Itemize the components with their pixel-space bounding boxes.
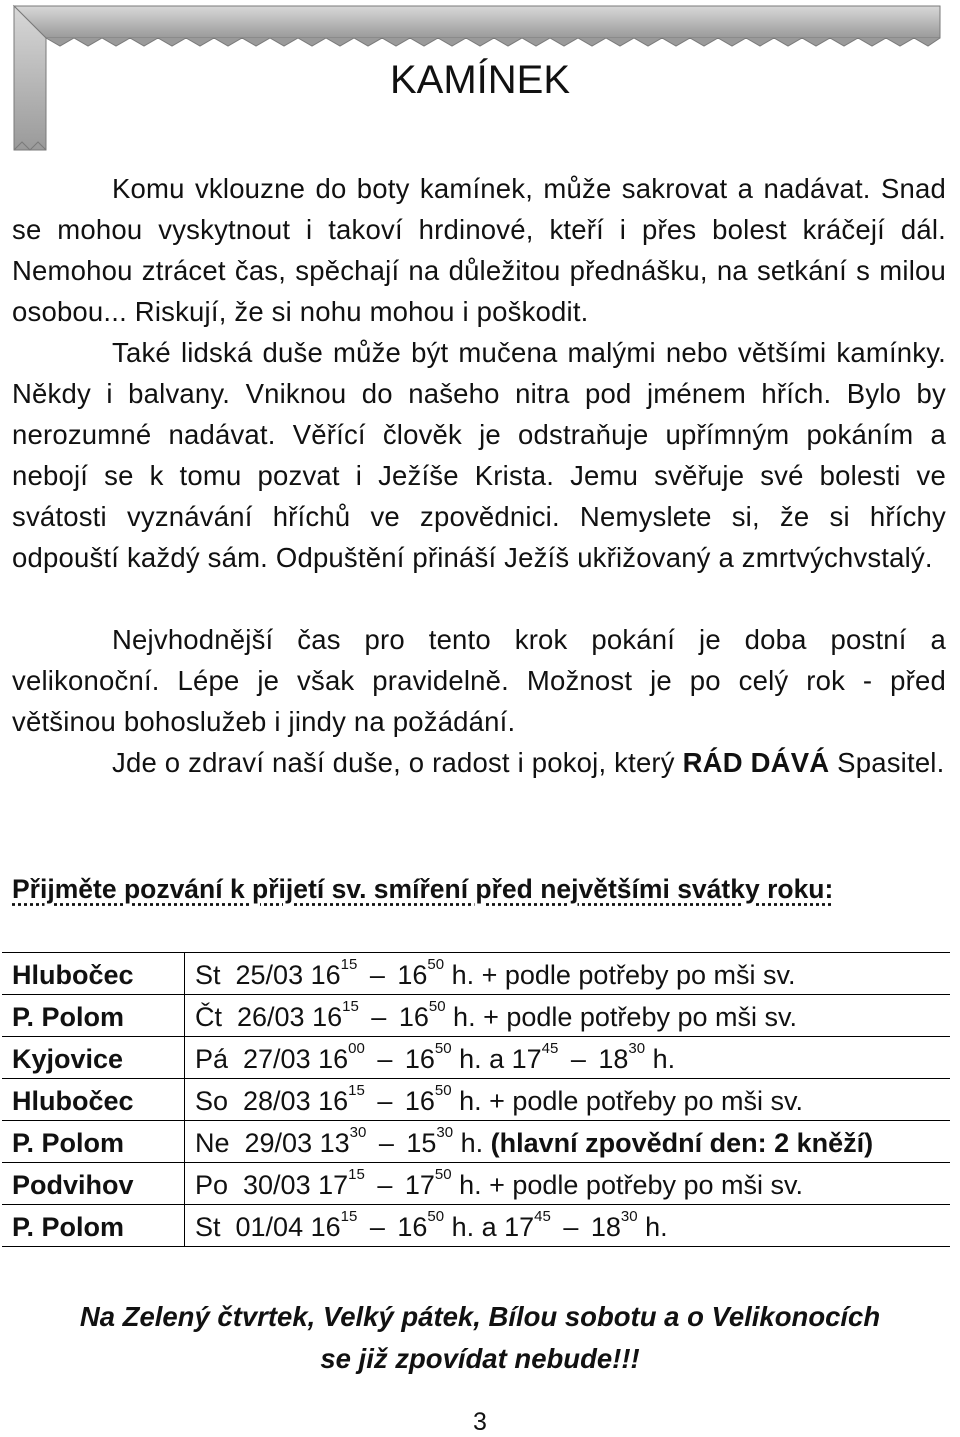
- schedule-note: h.: [637, 1212, 668, 1242]
- schedule-end-time-2-minutes: 30: [620, 1208, 638, 1225]
- schedule-start-time: $13^{30}$: [319, 1124, 367, 1158]
- schedule-start-time-minutes: 15: [348, 1082, 365, 1099]
- schedule-start-time: $16^{15}$: [310, 1208, 358, 1242]
- schedule-time: [185, 1079, 951, 1121]
- schedule-end-time-minutes: 50: [427, 1208, 445, 1225]
- schedule-date: Čt 26/03: [195, 1002, 313, 1032]
- schedule-end-time-2: $18^{30}$: [598, 1040, 646, 1074]
- schedule-place: P. Polom: [2, 995, 185, 1037]
- schedule-note: h.: [645, 1044, 676, 1074]
- schedule-row: [2, 1163, 950, 1205]
- schedule-time: [185, 1205, 951, 1247]
- article-paragraph-3: Nejvhodnější čas pro tento krok pokání je doba postní a velikonoční. Lépe je však pravidelně. Možnost je po celý rok - před většinou bohoslužeb i jindy na požádání.: [12, 624, 946, 737]
- schedule-start-time: $16^{00}$: [318, 1040, 365, 1074]
- schedule-time: [185, 1121, 951, 1163]
- schedule-and: h. a: [451, 1044, 512, 1074]
- schedule-dash: –: [378, 1128, 394, 1158]
- schedule-time: [185, 953, 951, 995]
- schedule-start-time-2: $17^{45}$: [511, 1040, 559, 1074]
- page-number: 3: [473, 1408, 487, 1436]
- schedule-note: h. + podle potřeby po mši sv.: [444, 960, 796, 990]
- closing-notice-line-1: Na Zelený čtvrtek, Velký pátek, Bílou sobotu a o Velikonocích: [79, 1301, 881, 1332]
- schedule-start-time-minutes: 15: [340, 956, 358, 973]
- schedule-dash: –: [377, 1086, 393, 1116]
- schedule-dash: –: [570, 1044, 586, 1074]
- schedule-place: P. Polom: [2, 1205, 185, 1247]
- schedule-place: Podvihov: [2, 1163, 185, 1205]
- schedule-row: [2, 1037, 950, 1079]
- schedule-start-time: $17^{15}$: [318, 1166, 365, 1200]
- schedule-place: Hlubočec: [2, 953, 185, 995]
- schedule-note: h. + podle potřeby po mši sv.: [445, 1002, 797, 1032]
- schedule-time: [185, 1163, 951, 1205]
- closing-notice: [0, 1296, 960, 1380]
- schedule-row: [2, 1205, 950, 1247]
- schedule-start-time: $16^{15}$: [318, 1082, 365, 1116]
- schedule-end-time: $16^{50}$: [397, 1208, 445, 1242]
- schedule-row: [2, 953, 950, 995]
- schedule-date: St 25/03: [195, 960, 311, 990]
- schedule-end-time-minutes: 50: [434, 1082, 452, 1099]
- schedule-end-time-minutes: 30: [436, 1124, 454, 1141]
- schedule-end-time-minutes: 50: [428, 998, 446, 1015]
- schedule-end-time: $16^{50}$: [404, 1040, 452, 1074]
- schedule-end-time-2-minutes: 30: [628, 1040, 646, 1057]
- schedule-end-time: $16^{50}$: [397, 956, 445, 990]
- schedule-note: h. + podle potřeby po mši sv.: [451, 1086, 804, 1116]
- schedule-start-time-2: $17^{45}$: [504, 1208, 551, 1242]
- article-paragraph-4: Jde o zdraví naší duše, o radost i pokoj, který RÁD DÁVÁ Spasitel.: [112, 747, 945, 778]
- schedule-date: Ne 29/03: [195, 1128, 320, 1158]
- schedule-start-time: $16^{15}$: [312, 998, 359, 1032]
- schedule-row: [2, 1121, 950, 1163]
- schedule-end-time-minutes: 50: [427, 956, 445, 973]
- schedule-end-time-2: $18^{30}$: [590, 1208, 638, 1242]
- schedule-end-time-minutes: 50: [434, 1166, 452, 1183]
- schedule-end-time: $16^{50}$: [404, 1082, 452, 1116]
- schedule-start-time-minutes: 15: [342, 998, 359, 1015]
- schedule-start-time-2-minutes: 45: [541, 1040, 559, 1057]
- schedule-place: Kyjovice: [2, 1037, 185, 1079]
- closing-notice-line-2: se již zpovídat nebude!!!: [320, 1343, 640, 1374]
- schedule-dash: –: [563, 1212, 579, 1242]
- article-paragraph-2: Také lidská duše může být mučena malými nebo většími kamínky. Někdy i balvany. Vniknou do našeho nitra pod jménem hřích. Bylo by nerozumné nadávat. Věřící člověk je odstraňuje upřímným pokáním a nebojí se k tomu pozvat i Ježíše Krista. Jemu svěřuje své bolesti ve svátosti vyznávání hříchů ve zpovědnici. Nemyslete si, že si hříchy odpouští každý sám. Odpuštění přináší Ježíš ukřižovaný a zmrtvýchvstalý.: [12, 337, 946, 573]
- schedule-note-bold: (hlavní zpovědní den: 2 kněží): [483, 1128, 874, 1158]
- confession-schedule-table: [2, 952, 950, 1247]
- schedule-and: h. a: [444, 1212, 505, 1242]
- schedule-date: So 28/03: [195, 1086, 319, 1116]
- schedule-note: h. + podle potřeby po mši sv.: [451, 1170, 804, 1200]
- schedule-end-time: $16^{50}$: [398, 998, 446, 1032]
- schedule-end-time: $15^{30}$: [406, 1124, 454, 1158]
- schedule-time: [185, 1037, 951, 1079]
- schedule-note: h.: [453, 1128, 484, 1158]
- article-title: KAMÍNEK: [389, 58, 571, 102]
- schedule-start-time-minutes: 30: [349, 1124, 367, 1141]
- schedule-dash: –: [369, 1212, 385, 1242]
- schedule-row: [2, 1079, 950, 1121]
- schedule-start-time: $16^{15}$: [310, 956, 358, 990]
- schedule-start-time-2-minutes: 45: [534, 1208, 551, 1225]
- schedule-place: P. Polom: [2, 1121, 185, 1163]
- schedule-place: Hlubočec: [2, 1079, 185, 1121]
- article-paragraph-1: Komu vklouzne do boty kamínek, může sakrovat a nadávat. Snad se mohou vyskytnout i takoví hrdinové, kteří i přes bolest kráčejí dál. Nemohou ztrácet čas, spěchají na důležitou přednášku, na setkání s milou osobou... Riskují, že si nohu mohou i poškodit.: [12, 173, 946, 327]
- schedule-dash: –: [369, 960, 385, 990]
- schedule-dash: –: [377, 1044, 393, 1074]
- schedule-date: Pá 27/03: [195, 1044, 319, 1074]
- schedule-end-time-minutes: 50: [434, 1040, 452, 1057]
- schedule-start-time-minutes: 00: [348, 1040, 365, 1057]
- schedule-dash: –: [371, 1002, 387, 1032]
- schedule-dash: –: [377, 1170, 393, 1200]
- confession-invite-heading: Přijměte pozvání k přijetí sv. smíření před největšími svátky roku:: [12, 874, 834, 904]
- schedule-row: [2, 995, 950, 1037]
- schedule-start-time-minutes: 15: [340, 1208, 358, 1225]
- schedule-date: Po 30/03: [195, 1170, 319, 1200]
- schedule-time: [185, 995, 951, 1037]
- schedule-date: St 01/04: [195, 1212, 311, 1242]
- schedule-end-time: $17^{50}$: [404, 1166, 452, 1200]
- schedule-start-time-minutes: 15: [348, 1166, 365, 1183]
